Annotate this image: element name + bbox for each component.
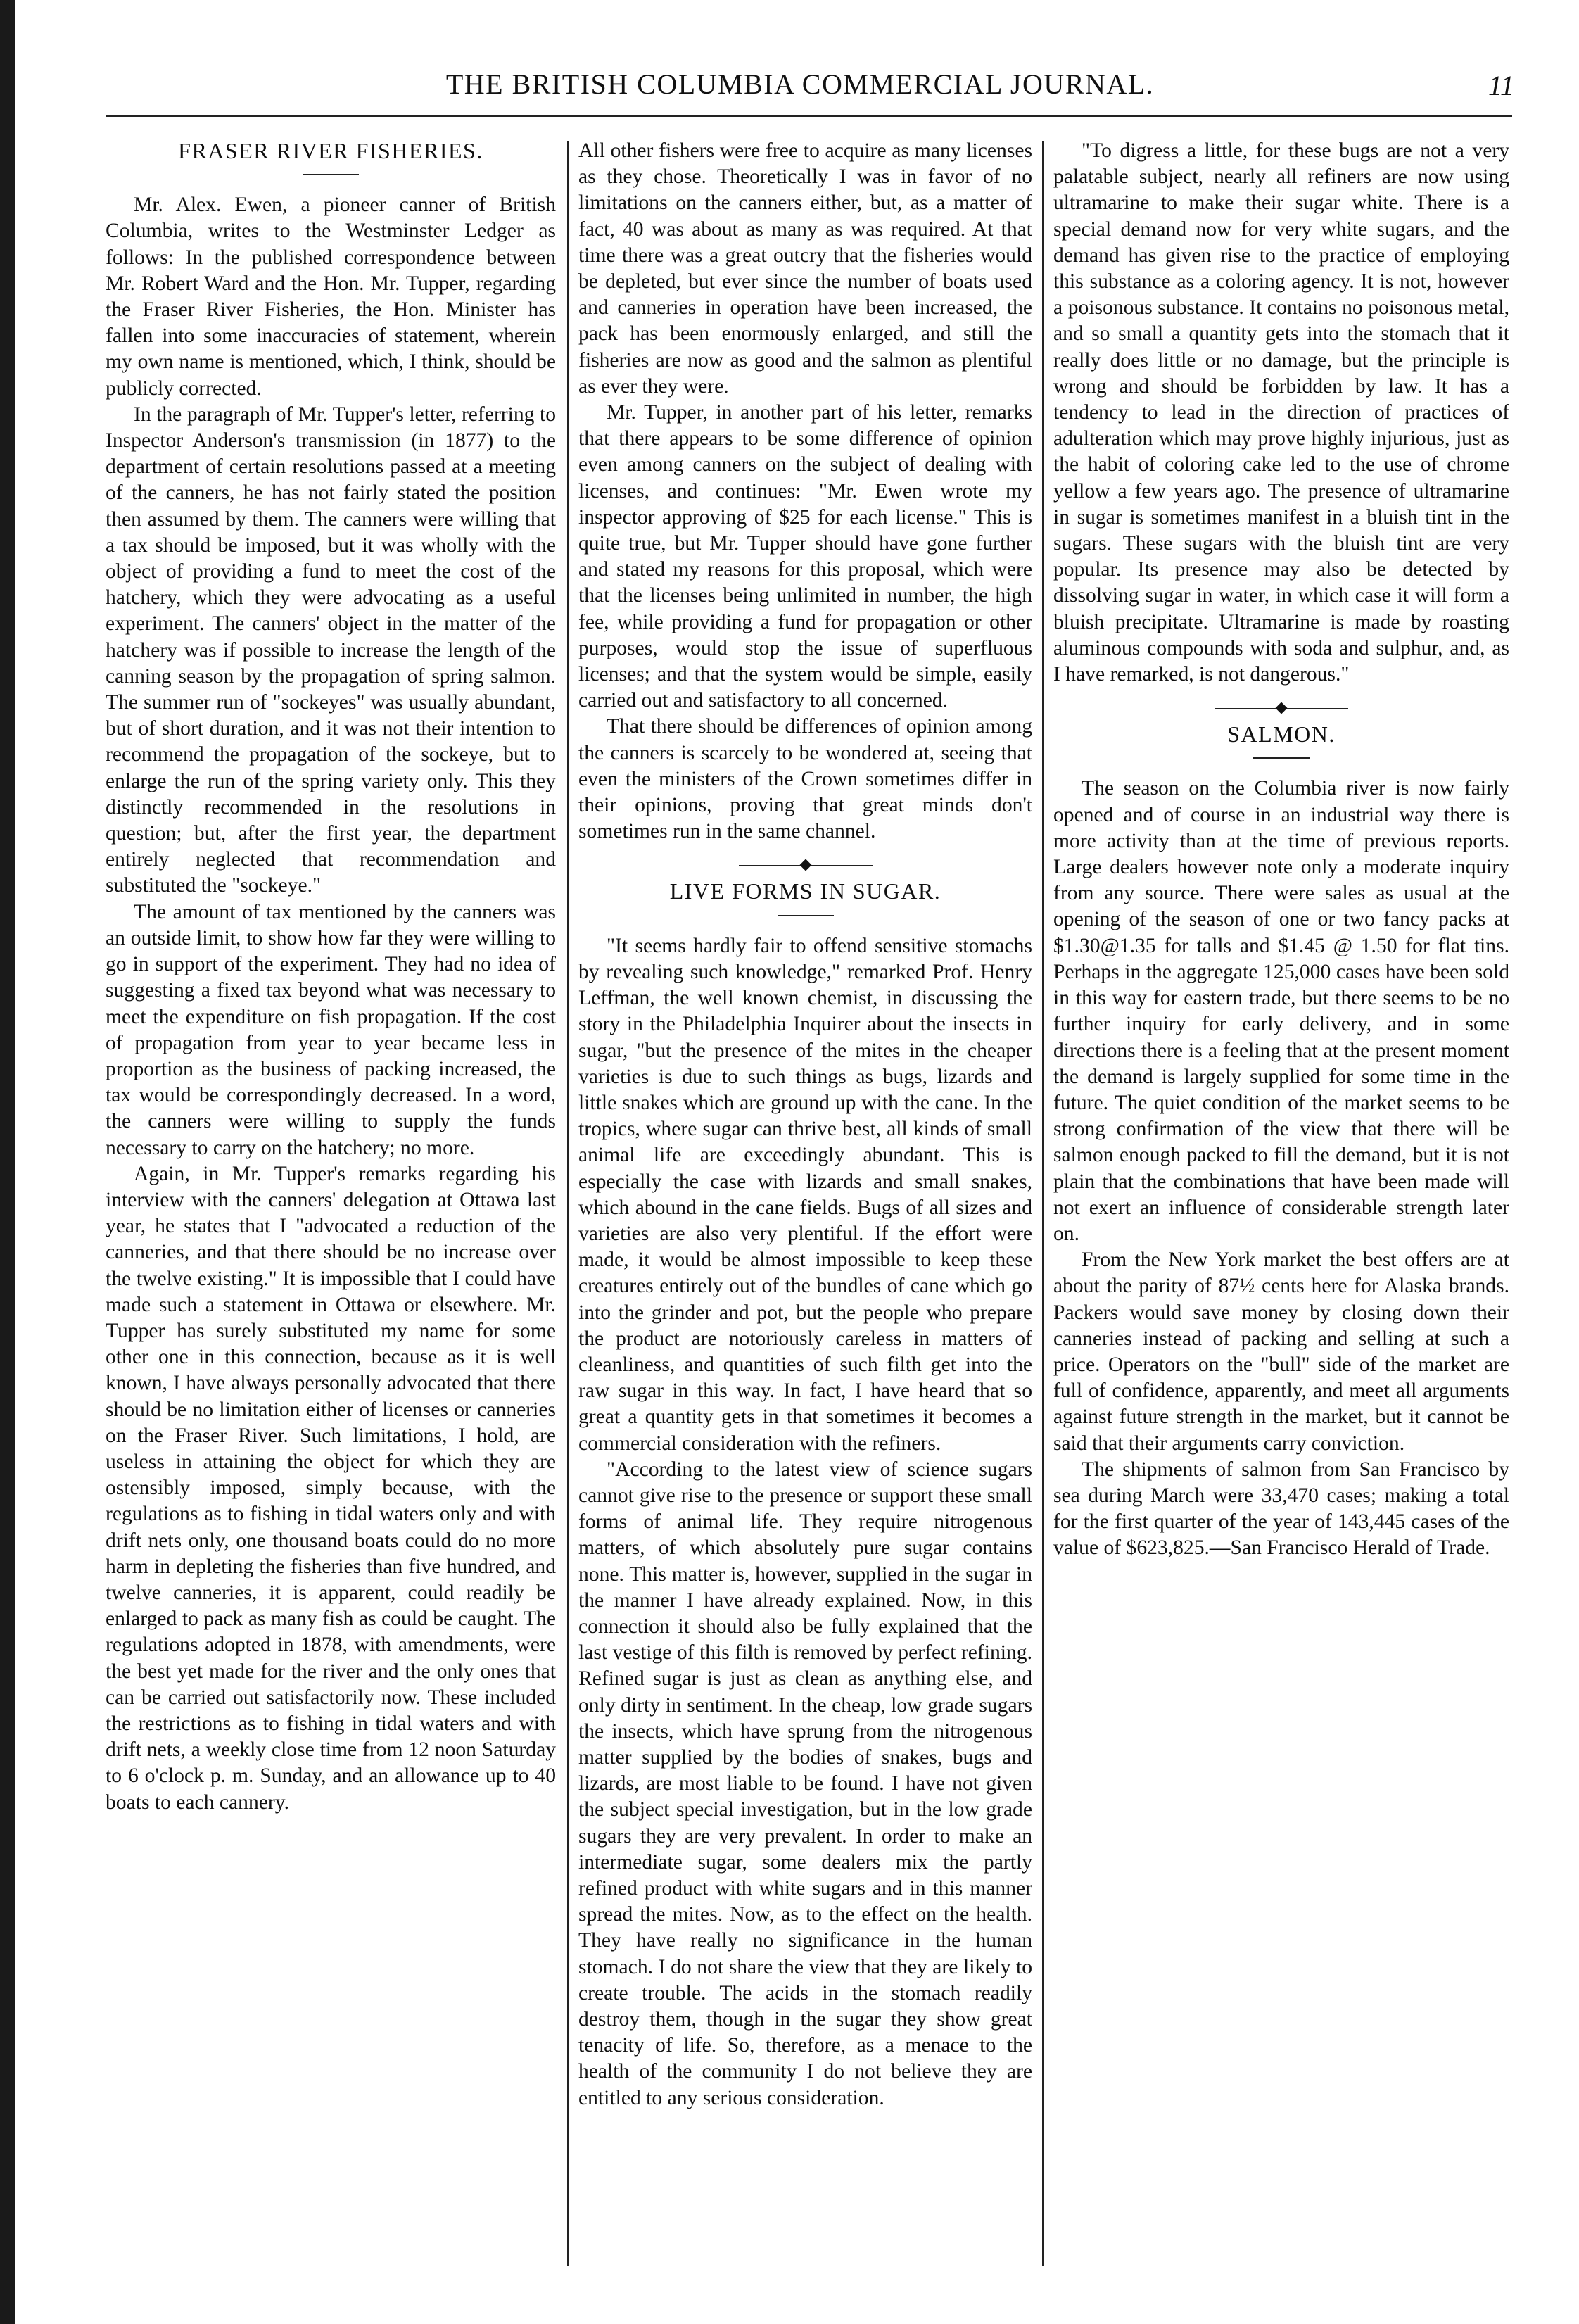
sugar-paragraph-2: "According to the latest view of science sugars cannot give rise to the presence or support these small forms of animal life. They require nitrogenous matters, of which absolutely pure sugar contains none. This matter is, however, supplied in the sugar in the manner I have already explained. Now, in this connection it should also be fully explained that the last vestige of this filth is removed by perfect refining. Refined sugar is just as clean as anything else, and only dirty in sentiment. In the cheap, low grade sugars the insects, which have sprung from the nitrogenous matter supplied by the bodies of snakes, bugs and lizards, are most liable to be found. I have not given the subject special investigation, but in the low grade sugars they are very prevalent. In order to make an intermediate sugar, some dealers mix the partly refined product with white sugars and in this manner spread the mites. Now, as to the effect on the health. They have really no significance in the human stomach. I do not share the view that they are likely to create trouble. The acids in the stomach readily destroy them, though in the sugar they show great tenacity of life. So, therefore, as a menace to the health of the community I do not believe they are entitled to any serious consideration.: [578, 1458, 1032, 2109]
page-header: [77, 68, 1523, 110]
salmon-paragraph-1: The season on the Columbia river is now fairly opened and of course in an industrial way there is more activity than at the time of previous reports. Large dealers however note only a moderate inquiry from any source. There were sales as usual at the opening of the season of one or two fancy packs at $1.30@1.35 for talls and $1.45 @ 1.50 for flat tins. Perhaps in the aggregate 125,000 cases have been sold in this way for eastern trade, but there seems to be no further inquiry for early delivery, and in some directions there is a feeling that at the present moment the demand is largely supplied for some time in the future. The quiet condition of the market seems to be strong confirmation of the view that there will be salmon enough packed to fill the demand, but it is not plain that the combinations that have been made will not exert an influence of considerable strength later on.: [1053, 777, 1509, 1245]
header-rule: [106, 115, 1512, 117]
fraser-paragraph-7: That there should be differences of opinion among the canners is scarcely to be wondered at, seeing that even the ministers of the Crown sometimes differ in their opinions, proving that great minds don't sometimes run in the same channel.: [578, 715, 1032, 843]
page-binding-edge: [0, 0, 15, 2324]
heading-rule: [778, 915, 834, 916]
fraser-heading: FRASER RIVER FISHERIES.: [178, 138, 483, 163]
fraser-paragraph-2: In the paragraph of Mr. Tupper's letter, referring to Inspector Anderson's transmission (in 1877) to the department of certain resolutions passed at a meeting of the canners, he has not fairly stated the position then assumed by them. The canners were willing that a tax should be imposed, but it was wholly with the object of providing a fund to meet the cost of the hatchery, which they were advocating as a useful experiment. The canners' object in the matter of the hatchery was if possible to increase the length of the canning season by the propagation of spring salmon. The summer run of "sockeyes" was usually abundant, but of short duration, and it was not their intention to recommend the propagation of the sockeye, but to enlarge the run of the spring variety only. This they distinctly recommended in the resolutions in question; but, after the first year, the department entirely neglected that recommendation and substituted the "sockeye.": [106, 403, 556, 897]
column-1: [106, 138, 556, 1816]
fraser-paragraph-3: The amount of tax mentioned by the canners was an outside limit, to show how far they were willing to go in support of the experiment. They had no idea of suggesting a fixed tax beyond what was necessary to meet the expenditure on fish propagation. If the cost of propagation from year to year became less in proportion as the business of packing increased, the tax would be correspondingly decreased. In a word, the canners were willing to supply the funds necessary to carry on the hatchery; no more.: [106, 900, 556, 1159]
fraser-paragraph-4: Again, in Mr. Tupper's remarks regarding his interview with the canners' delegation at Ottawa last year, he states that I "advocated a reduction of the canneries, and that there should be no increase over the twelve existing." It is impossible that I could have made such a statement in Ottawa or elsewhere. Mr. Tupper has surely substituted my name for some other one in this connection, because as it is well known, I have always personally advocated that there should be no limitation either of licenses or canneries on the Fraser River. Such limitations, I hold, are useless in attaining the object for which they are ostensibly imposed, simply because, with the regulations as to fishing in tidal waters only and with drift nets only, one thousand boats could do no more harm in depleting the fisheries than five hundred, and twelve canneries, it is apparent, could readily be enlarged to pack as many fish as could be caught. The regulations adopted in 1878, with amendments, were the best yet made for the river and the only ones that can be carried out satisfactorily now. These included the restrictions as to fishing in tidal waters and with drift nets, a weekly close time from 12 noon Saturday to 6 o'clock p. m. Sunday, and an allowance up to 40 boats to each cannery.: [106, 1162, 556, 1814]
sugar-paragraph-1: "It seems hardly fair to offend sensitive stomachs by revealing such knowledge," remarked Prof. Henry Leffman, the well known chemist, in discussing the story in the Philadelphia Inquirer about the insects in sugar, "but the presence of the mites in the cheaper varieties is due to such things as bugs, lizards and little snakes which are ground up with the cane. In the tropics, where sugar can thrive best, all kinds of small animal life are exceedingly abundant. This is especially the case with lizards and small snakes, which abound in the cane fields. Bugs of all sizes and varieties are also very plentiful. If the effort were made, it would be almost impossible to keep these creatures entirely out of the bundles of cane which go into the grinder and pot, but the people who prepare the product are notoriously careless in matters of cleanliness, and quantities of such filth get into the raw sugar in this way. In fact, I have heard that so great a quantity gets in that sometimes it becomes a commercial consideration with the refiners.: [578, 934, 1032, 1455]
column-3: [1053, 138, 1509, 1562]
salmon-paragraph-3: The shipments of salmon from San Francisco by sea during March were 33,470 cases; making a total for the first quarter of the year of 143,445 cases of the value of $623,825.—San Francisco Herald of Trade.: [1053, 1458, 1509, 1560]
sugar-heading: LIVE FORMS IN SUGAR.: [669, 878, 941, 904]
sugar-paragraph-3: "To digress a little, for these bugs are not a very palatable subject, nearly all refiners are now using ultramarine to make their sugar white. There is a special demand now for very white sugars, and the demand has given rise to the practice of employing this substance as a coloring agency. It is not, however a poisonous substance. It contains no poisonous metal, and so small a quantity gets into the stomach that it really does little or no damage, but the principle is wrong and should be forbidden by law. It has a tendency to lead in the direction of practices of adulteration which may prove highly injurious, just as the habit of coloring cake led to the use of chrome yellow a few years ago. The presence of ultramarine in sugar is sometimes manifest in a bluish tint in the sugars. These sugars with the bluish tint are very popular. Its presence may also be detected by dissolving sugar in water, in which case it will form a bluish precipitate. Ultramarine is made by roasting aluminous compounds with soda and sulphur, and, as I have remarked, is not dangerous.": [1053, 139, 1509, 686]
heading-rule: [303, 174, 359, 175]
fraser-paragraph-6: Mr. Tupper, in another part of his letter, remarks that there appears to be some difference of opinion even among canners on the subject of dealing with licenses, and continues: "Mr. Ewen wrote my inspector approving of $25 for each license." This is quite true, but Mr. Tupper should have gone further and stated my reasons for this proposal, which were that the licenses being unlimited in number, the high fee, while providing a fund for propagation or other purposes, would stop the issue of superfluous licenses; and that the system would be simple, easily carried out and satisfactory to all concerned.: [578, 401, 1032, 712]
section-divider: [1215, 700, 1348, 717]
fraser-paragraph-1: Mr. Alex. Ewen, a pioneer canner of British Columbia, writes to the Westminster Ledger as follows: In the published correspondence between Mr. Robert Ward and the Hon. Mr. Tupper, regarding the Fraser River Fisheries, the Hon. Minister has fallen into some inaccuracies of statement, wherein my own name is mentioned, which, I think, should be publicly corrected.: [106, 194, 556, 400]
column-2: [578, 138, 1032, 2111]
fraser-paragraph-5: All other fishers were free to acquire as many licenses as they chose. Theoretically I was in favor of no limitations on the canners either, but, as a matter of fact, 40 was about as many as was required. At that time there was a great outcry that the fisheries would be depleted, but ever since the number of boats used and canneries in operation have been increased, the pack has been enormously enlarged, and still the fisheries are now as good and the salmon as plentiful as ever they were.: [578, 139, 1032, 398]
section-divider: [739, 857, 873, 874]
column-divider-2: [1042, 141, 1044, 2266]
column-divider-1: [567, 141, 569, 2266]
salmon-heading: SALMON.: [1227, 721, 1336, 747]
heading-rule: [1253, 757, 1310, 759]
salmon-paragraph-2: From the New York market the best offers are at about the parity of 87½ cents here for Alaska brands. Packers would save money by closing down their canneries instead of packing and selling at such a price. Operators on the "bull" side of the market are full of confidence, apparently, and meet all arguments against future strength in the market, but it cannot be said that their arguments carry conviction.: [1053, 1249, 1509, 1455]
journal-title: THE BRITISH COLUMBIA COMMERCIAL JOURNAL.: [445, 68, 1155, 100]
page-number: 11: [1488, 70, 1514, 101]
